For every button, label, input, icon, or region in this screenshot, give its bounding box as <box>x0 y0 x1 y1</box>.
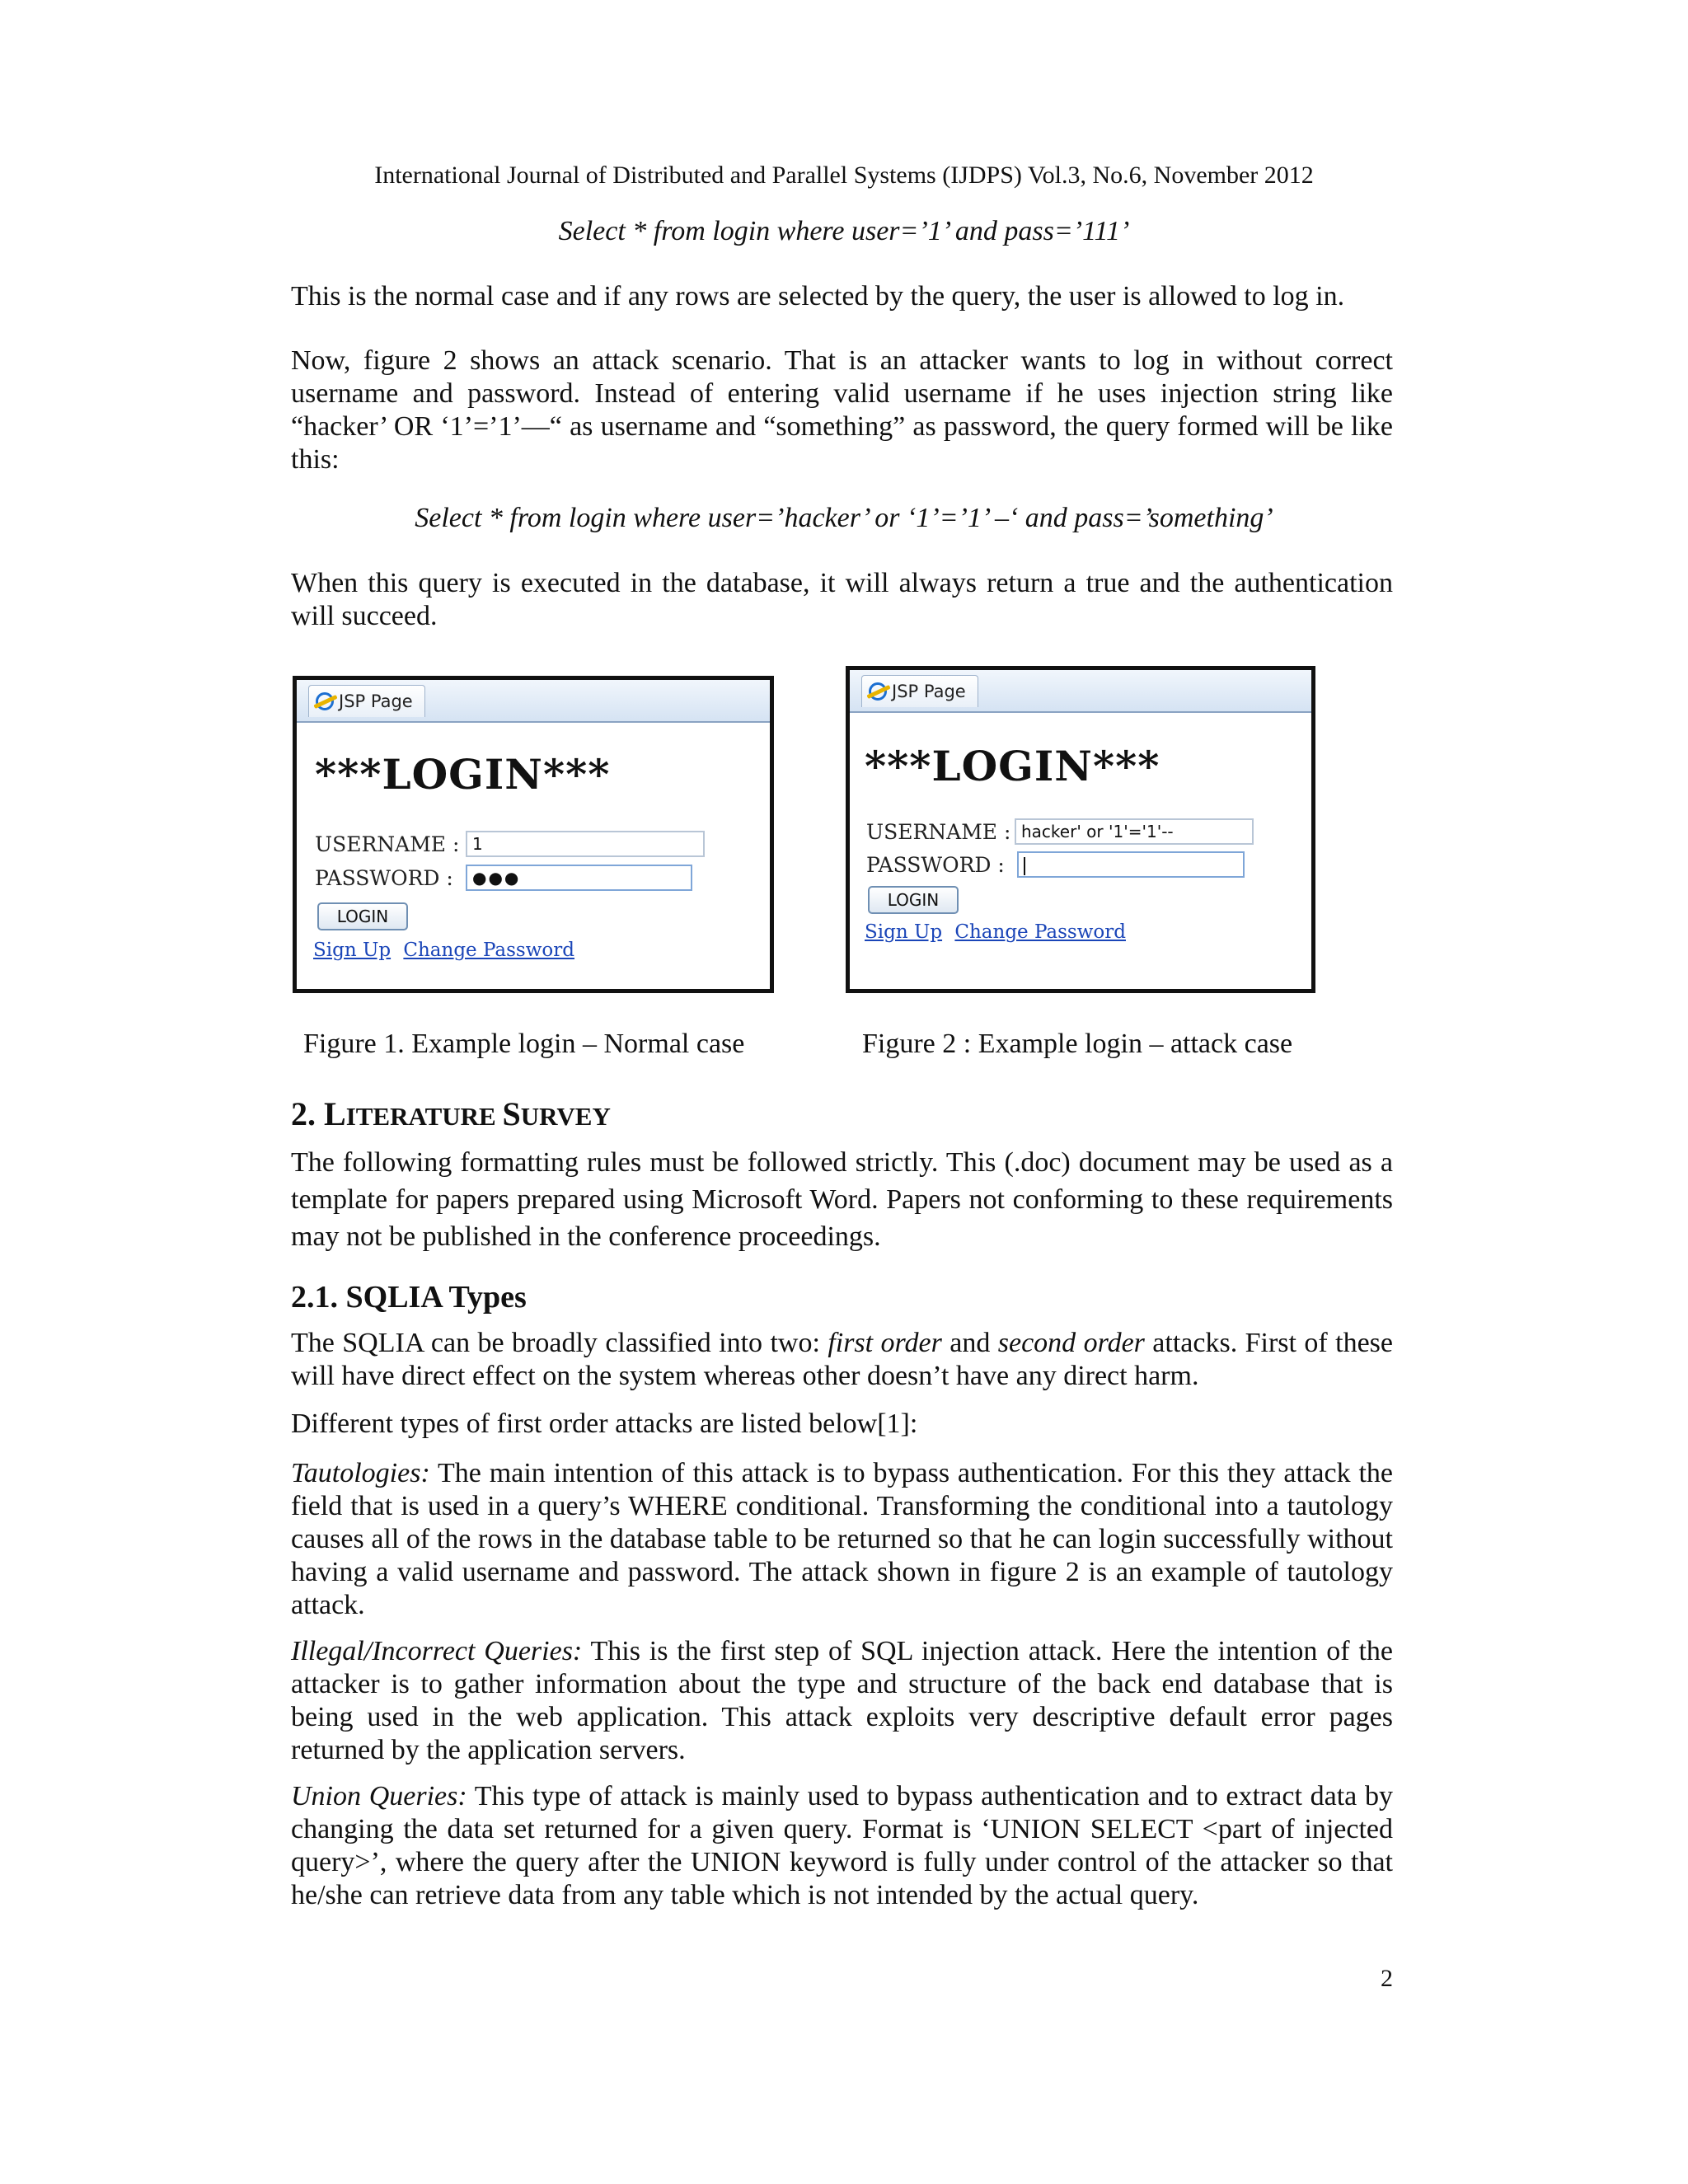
text-run: and <box>941 1328 998 1358</box>
browser-tab[interactable] <box>308 685 425 717</box>
paragraph-sqlia-classification <box>291 1327 1393 1393</box>
term-first-order: first order <box>828 1328 942 1358</box>
tab-title: JSP Page <box>892 682 966 701</box>
term-union-queries: Union Queries: <box>291 1781 467 1811</box>
password-label: PASSWORD : <box>315 866 453 890</box>
browser-tab[interactable] <box>861 675 978 707</box>
text-run: The SQLIA can be broadly classified into two: <box>291 1328 828 1358</box>
login-heading: ***LOGIN*** <box>315 750 611 799</box>
section-heading-literature-survey <box>291 1094 611 1133</box>
username-input[interactable]: hacker' or '1'='1'-- <box>1015 818 1254 845</box>
paragraph-text: This is the normal case and if any rows are selected by the query, the user is allowed to log in. <box>291 281 1345 312</box>
paragraph-text <box>291 1457 1393 1622</box>
heading-part: URVEY <box>520 1102 611 1131</box>
paragraph-text <box>291 1635 1393 1767</box>
username-label: USERNAME : <box>866 820 1011 844</box>
login-button[interactable]: LOGIN <box>868 886 959 914</box>
tab-title: JSP Page <box>339 691 413 711</box>
figure1-login-screenshot <box>293 676 774 993</box>
heading-part: ITERATURE <box>345 1102 503 1131</box>
login-links <box>313 940 581 961</box>
change-password-link[interactable]: Change Password <box>403 940 574 961</box>
password-label: PASSWORD : <box>866 853 1005 877</box>
text-run: The main intention of this attack is to bypass authentication. For this they attack the field that is used in a query’s WHERE conditional. Transforming the conditional into a tautology causes all of the rows in the database table to be returned so that he can login successfully without having a valid username and password. The attack shown in figure 2 is an example of tautology attack. <box>291 1458 1393 1620</box>
login-heading: ***LOGIN*** <box>865 742 1160 790</box>
term-illegal-queries: Illegal/Incorrect Queries: <box>291 1636 583 1666</box>
figure2-login-screenshot <box>846 666 1315 993</box>
paragraph-formatting-rules <box>291 1144 1393 1255</box>
page-number: 2 <box>1381 1965 1393 1992</box>
paragraph-attack-scenario <box>291 344 1393 476</box>
query-attack: Select * from login where user=’hacker’ or ‘1’=’1’ –‘ and pass=’something’ <box>415 503 1273 533</box>
password-input[interactable] <box>1017 851 1245 878</box>
term-tautologies: Tautologies: <box>291 1458 430 1488</box>
text-cursor <box>1024 857 1025 875</box>
text-run: This is the first step of SQL injection attack. Here the intention of the attacker is to gather information about the type and structure of the back end database that is being used in the web application. This attack exploits very descriptive default error pages returned by the application servers. <box>291 1636 1393 1765</box>
sign-up-link[interactable]: Sign Up <box>313 940 392 961</box>
term-second-order: second order <box>997 1328 1145 1358</box>
paragraph-illegal-queries <box>291 1635 1393 1767</box>
internet-explorer-icon <box>869 682 887 701</box>
browser-tab-bar <box>850 670 1311 713</box>
paragraph-text: The following formatting rules must be followed strictly. This (.doc) document may be used as a template for papers prepared using Microsoft Word. Papers not conforming to these requirements may not be published in the conference proceedings. <box>291 1147 1393 1252</box>
query-normal: Select * from login where user=’1’ and pass=’111’ <box>558 216 1130 246</box>
journal-header: International Journal of Distributed and Parallel Systems (IJDPS) Vol.3, No.6, November 2012 <box>374 162 1314 189</box>
paragraph-normal-case <box>291 280 1393 313</box>
username-label: USERNAME : <box>315 832 460 856</box>
heading-part: L <box>324 1095 346 1132</box>
internet-explorer-icon <box>316 692 334 710</box>
browser-tab-bar <box>297 680 770 723</box>
subsection-heading-sqlia-types: 2.1. SQLIA Types <box>291 1280 527 1315</box>
sign-up-link[interactable]: Sign Up <box>865 921 943 943</box>
username-input[interactable]: 1 <box>466 831 705 857</box>
change-password-link[interactable]: Change Password <box>954 921 1126 943</box>
section-number: 2. <box>291 1095 316 1132</box>
paragraph-union-queries <box>291 1780 1393 1912</box>
paragraph-text: When this query is executed in the database, it will always return a true and the authentication will succeed. <box>291 568 1393 631</box>
paragraph-tautologies <box>291 1457 1393 1622</box>
password-input[interactable]: ●●● <box>466 865 692 891</box>
paragraph-text <box>291 1780 1393 1912</box>
text-run: attacks. First of these will have direct effect on the system whereas other doesn’t have any direct harm. <box>291 1328 1393 1391</box>
paragraph-text <box>291 1327 1393 1393</box>
login-button[interactable]: LOGIN <box>317 902 408 930</box>
paragraph-text: Different types of first order attacks are listed below[1]: <box>291 1408 918 1439</box>
figure2-caption: Figure 2 : Example login – attack case <box>862 1029 1293 1059</box>
paragraph-text: Now, figure 2 shows an attack scenario. That is an attacker wants to log in without correct username and password. Instead of entering valid username if he uses injection string like “hacker’ OR ‘1’=’1’—“ as username and “something” as password, the query formed will be like this: <box>291 345 1393 475</box>
paragraph-first-order-list-intro <box>291 1408 1393 1441</box>
heading-part: S <box>502 1095 521 1132</box>
text-run: This type of attack is mainly used to bypass authentication and to extract data by changing the data set returned for a given query. Format is ‘UNION SELECT <part of injected query>’, where the query after the UNION keyword is fully under control of the attacker so that he/she can retrieve data from any table which is not intended by the actual query. <box>291 1781 1393 1910</box>
figure1-caption: Figure 1. Example login – Normal case <box>303 1029 745 1059</box>
login-links <box>865 921 1132 943</box>
paragraph-execution <box>291 567 1393 633</box>
